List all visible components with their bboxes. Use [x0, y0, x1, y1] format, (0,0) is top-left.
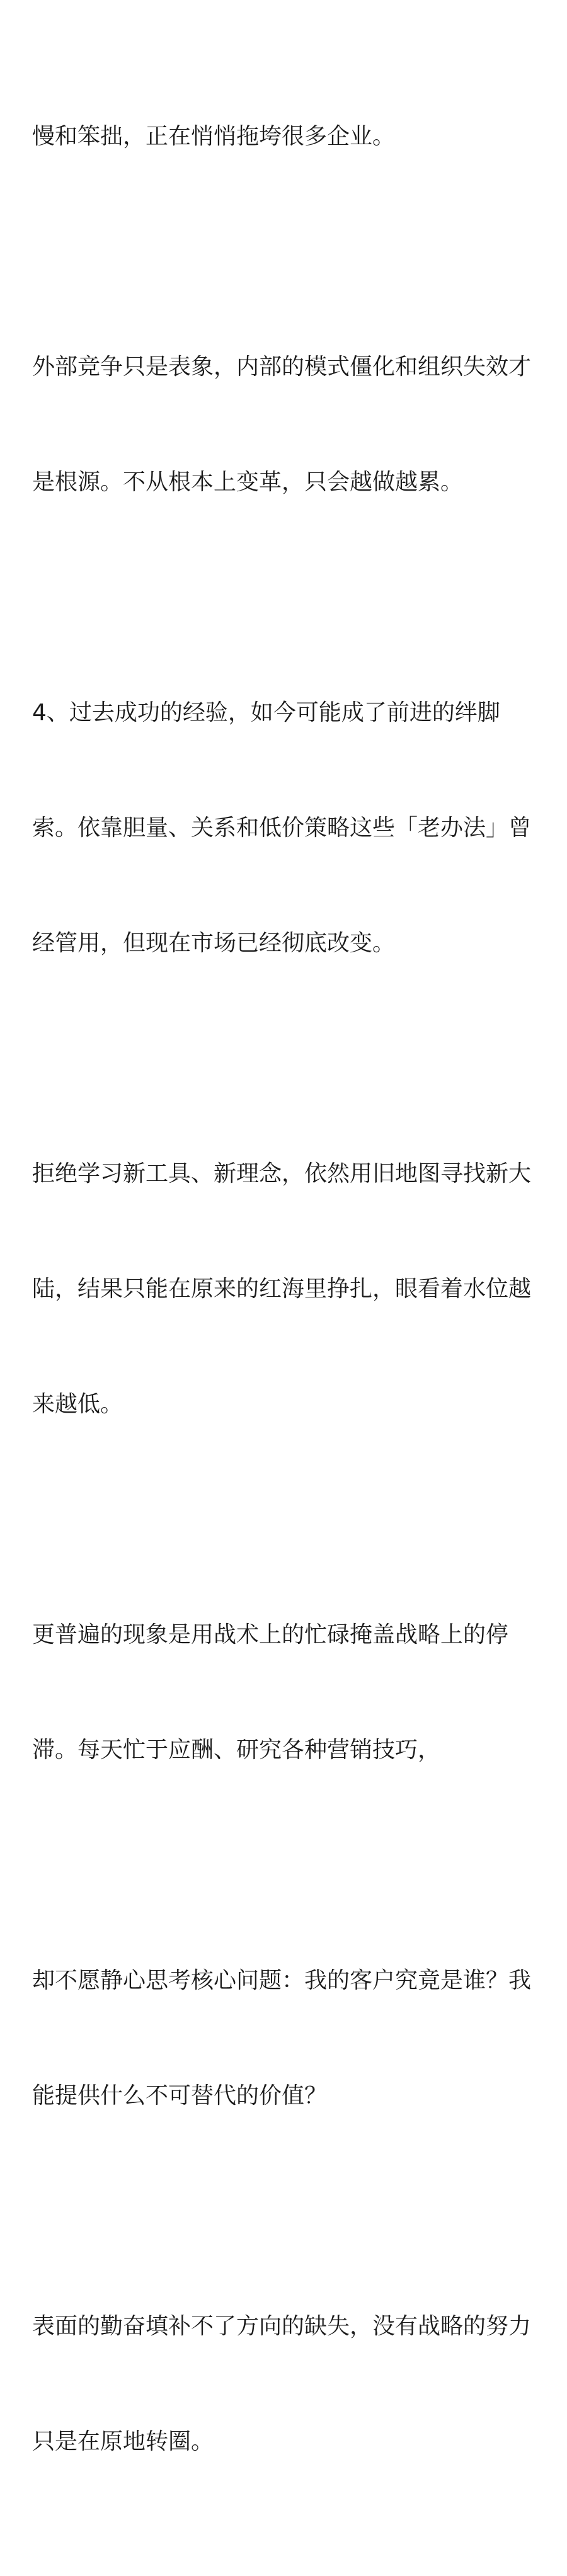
text-line: 能提供什么不可替代的价值？ — [32, 2083, 328, 2109]
text-line: 慢和笨拙，正在悄悄拖垮很多企业。 — [32, 123, 396, 149]
paragraph-3 — [32, 617, 536, 1039]
text-line: 拒绝学习新工具、新理念，依然用旧地图寻找新大 — [32, 1161, 532, 1187]
text-line: 经管用，但现在市场已经彻底改变。 — [32, 930, 396, 956]
paragraph-2 — [32, 271, 536, 578]
article-body — [32, 40, 536, 2576]
paragraph-6 — [32, 1884, 536, 2192]
text-line: 滞。每天忙于应酬、研究各种营销技巧， — [32, 1737, 441, 1763]
text-line: 只是在原地转圈。 — [32, 2429, 214, 2454]
text-line: 4、过去成功的经验，如今可能成了前进的绊脚 — [32, 700, 500, 726]
text-line: 表面的勤奋填补不了方向的缺失，没有战略的努力 — [32, 2313, 532, 2339]
text-line: 是根源。不从根本上变革，只会越做越累。 — [32, 469, 464, 495]
paragraph-1 — [32, 40, 536, 232]
paragraph-7 — [32, 2230, 536, 2538]
text-line: 来越低。 — [32, 1391, 123, 1417]
text-line: 却不愿静心思考核心问题：我的客户究竟是谁？我 — [32, 1968, 532, 1993]
paragraph-4 — [32, 1078, 536, 1500]
text-line: 外部竞争只是表象，内部的模式僵化和组织失效才 — [32, 354, 532, 380]
text-line: 索。依靠胆量、关系和低价策略这些「老办法」曾 — [32, 815, 532, 841]
paragraph-5 — [32, 1539, 536, 1846]
text-line: 陆，结果只能在原来的红海里挣扎，眼看着水位越 — [32, 1276, 532, 1302]
text-line: 更普遍的现象是用战术上的忙碌掩盖战略上的停 — [32, 1622, 509, 1648]
